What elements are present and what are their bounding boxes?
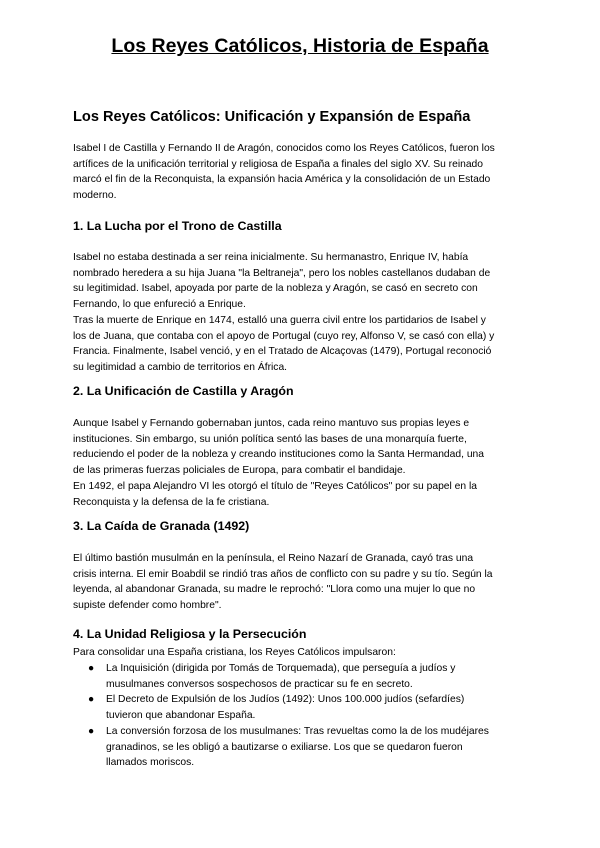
paragraph-line: Isabel no estaba destinada a ser reina inicialmente. Su hermanastro, Enrique IV, había: [73, 252, 469, 263]
intro-line: marcó el fin de la Reconquista, la expansión hacia América y la consolidación de un Estado: [73, 174, 491, 186]
paragraph-line: nombrado heredera a su hija Juana "la Beltraneja", pero los nobles castellanos dudaban de: [73, 267, 491, 279]
section-2-heading: 2. La Unificación de Castilla y Aragón: [73, 384, 294, 398]
list-item: [73, 692, 533, 723]
list-item: [73, 724, 533, 771]
list-item-line: El Decreto de Expulsión de los Judíos (1492): Unos 100.000 judíos (sefardíes): [106, 694, 465, 706]
intro-paragraph: [73, 141, 533, 204]
section-1-paragraph: [73, 250, 533, 376]
paragraph-line: Fernando, lo que enfureció a Enrique.: [73, 299, 246, 311]
section-4-paragraph: [73, 645, 533, 661]
paragraph-line: Aunque Isabel y Fernando gobernaban juntos, cada reino mantuvo sus propias leyes e: [73, 418, 470, 429]
paragraph-line: Francia. Finalmente, Isabel venció, y en el Tratado de Alcaçovas (1479), Portugal reconoció: [73, 346, 492, 358]
list-item-line: La Inquisición (dirigida por Tomás de Torquemada), que perseguía a judíos y: [106, 663, 456, 674]
paragraph-line: Para consolidar una España cristiana, los Reyes Católicos impulsaron:: [73, 647, 396, 658]
section-4-heading: 4. La Unidad Religiosa y la Persecución: [73, 627, 307, 641]
section-3-paragraph: [73, 551, 533, 614]
paragraph-line: En 1492, el papa Alejandro VI les otorgó el título de "Reyes Católicos" por su papel en la: [73, 480, 477, 492]
intro-line: Isabel I de Castilla y Fernando II de Aragón, conocidos como los Reyes Católicos, fueron los: [73, 143, 495, 154]
section-1-heading: 1. La Lucha por el Trono de Castilla: [73, 219, 282, 233]
document-title: Los Reyes Católicos, Historia de España: [111, 35, 489, 57]
paragraph-line: instituciones. Sin embargo, su unión política sentó las bases de una monarquía fuerte,: [73, 433, 467, 445]
bullet-icon: ●: [88, 725, 95, 737]
paragraph-line: su legitimidad. Isabel, apoyada por parte de la nobleza y Aragón, se casó en secreto con: [73, 283, 478, 295]
list-item-line: granadinos, se les obligó a bautizarse o exiliarse. Los que se quedaron fueron: [106, 741, 463, 753]
list-item-line: llamados moriscos.: [106, 757, 195, 769]
paragraph-line: leyenda, al abandonar Granada, su madre le reprochó: "Llora como una mujer lo que no: [73, 584, 476, 596]
bullet-icon: ●: [88, 663, 95, 674]
paragraph-line: El último bastión musulmán en la península, el Reino Nazarí de Granada, cayó tras una: [73, 553, 474, 564]
paragraph-line: crisis interna. El emir Boabdil se rindió tras años de conflicto con su padre y su tío. Según la: [73, 568, 493, 580]
paragraph-line: Reconquista y la defensa de la fe cristiana.: [73, 496, 270, 508]
paragraph-line: reduciendo el poder de la nobleza y creando instituciones como la Santa Hermandad, una: [73, 449, 484, 461]
list-item-line: tuvieron que abandonar España.: [106, 710, 256, 722]
bullet-icon: ●: [88, 694, 95, 706]
paragraph-line: supiste defender como hombre".: [73, 600, 222, 612]
list-item-line: musulmanes conversos sospechosos de practicar su fe en secreto.: [106, 678, 413, 690]
paragraph-line: los de Juana, que contaba con el apoyo de Portugal (cuyo rey, Alfonso V, se casó con ella) y: [73, 330, 495, 342]
section-4-bullet-list: [73, 661, 533, 771]
section-2-paragraph: [73, 416, 533, 510]
paragraph-line: Tras la muerte de Enrique en 1474, estalló una guerra civil entre los partidarios de Isabel y: [73, 314, 486, 326]
paragraph-line: de las primeras fuerzas policiales de Europa, para combatir el bandidaje.: [73, 465, 406, 477]
section-3-heading: 3. La Caída de Granada (1492): [73, 519, 250, 533]
intro-line: moderno.: [73, 190, 117, 202]
intro-line: artífices de la unificación territorial y religiosa de España a finales del siglo XV. Su reinado: [73, 158, 484, 170]
list-item: [73, 661, 533, 692]
document-subtitle: Los Reyes Católicos: Unificación y Expansión de España: [73, 109, 471, 125]
paragraph-line: su legitimidad a cambio de territorios en África.: [73, 361, 288, 373]
list-item-line: La conversión forzosa de los musulmanes: Tras revueltas como la de los mudéjares: [106, 725, 489, 737]
